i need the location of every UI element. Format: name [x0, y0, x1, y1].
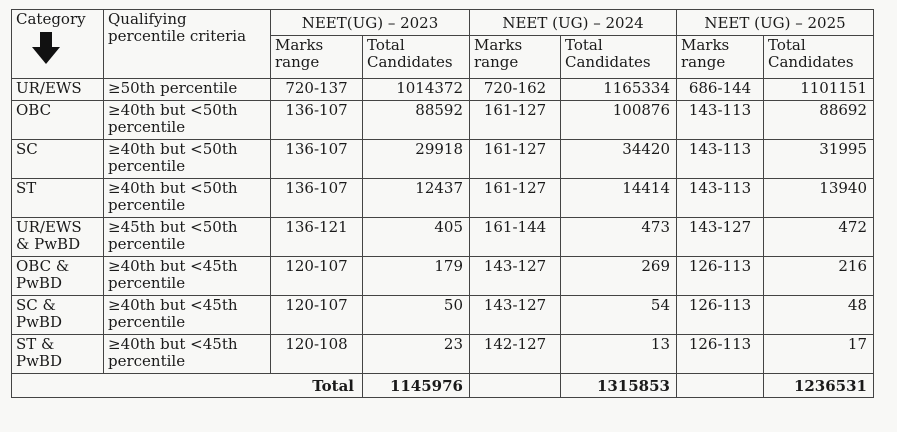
criteria-cell: ≥40th but <45th percentile: [104, 296, 271, 335]
criteria-cell: ≥45th but <50th percentile: [104, 218, 271, 257]
candidates-cell: 405: [363, 218, 470, 257]
candidates-cell: 473: [561, 218, 677, 257]
marks-range-cell: 136-121: [271, 218, 363, 257]
criteria-cell: ≥40th but <50th percentile: [104, 140, 271, 179]
marks-range-cell: 161-127: [470, 101, 561, 140]
candidates-cell: 13: [561, 335, 677, 374]
total-candidates-header-2023: Total Candidates: [363, 36, 470, 79]
category-cell: ST: [12, 179, 104, 218]
marks-range-header-2025: Marks range: [677, 36, 764, 79]
criteria-cell: ≥40th but <45th percentile: [104, 335, 271, 374]
candidates-cell: 31995: [764, 140, 874, 179]
marks-range-cell: 120-108: [271, 335, 363, 374]
table-row: [12, 296, 874, 335]
marks-range-cell: 161-144: [470, 218, 561, 257]
marks-range-cell: 136-107: [271, 140, 363, 179]
total-2025: 1236531: [764, 374, 874, 398]
category-header: Category: [16, 10, 86, 28]
category-cell: OBC & PwBD: [12, 257, 104, 296]
table-row: [12, 79, 874, 101]
total-2024: 1315853: [561, 374, 677, 398]
candidates-cell: 13940: [764, 179, 874, 218]
empty-cell: [470, 374, 561, 398]
year-2024-header: NEET (UG) – 2024: [470, 10, 677, 36]
category-cell: OBC: [12, 101, 104, 140]
category-cell: SC: [12, 140, 104, 179]
candidates-cell: 88592: [363, 101, 470, 140]
candidates-cell: 34420: [561, 140, 677, 179]
candidates-cell: 17: [764, 335, 874, 374]
candidates-cell: 472: [764, 218, 874, 257]
criteria-header: Qualifying percentile criteria: [104, 10, 271, 79]
table-row: [12, 179, 874, 218]
marks-range-cell: 136-107: [271, 101, 363, 140]
marks-range-cell: 143-127: [470, 257, 561, 296]
marks-range-cell: 720-162: [470, 79, 561, 101]
candidates-cell: 1014372: [363, 79, 470, 101]
category-cell: UR/EWS: [12, 79, 104, 101]
neet-results-table: [11, 9, 874, 398]
category-cell: ST & PwBD: [12, 335, 104, 374]
candidates-cell: 54: [561, 296, 677, 335]
category-cell: SC & PwBD: [12, 296, 104, 335]
candidates-cell: 88692: [764, 101, 874, 140]
candidates-cell: 48: [764, 296, 874, 335]
marks-range-header-2024: Marks range: [470, 36, 561, 79]
marks-range-header-2023: Marks range: [271, 36, 363, 79]
candidates-cell: 269: [561, 257, 677, 296]
candidates-cell: 100876: [561, 101, 677, 140]
category-cell: UR/EWS & PwBD: [12, 218, 104, 257]
year-2025-header: NEET (UG) – 2025: [677, 10, 874, 36]
table-row: [12, 218, 874, 257]
marks-range-cell: 143-127: [470, 296, 561, 335]
candidates-cell: 12437: [363, 179, 470, 218]
table-row: [12, 335, 874, 374]
candidates-cell: 1165334: [561, 79, 677, 101]
marks-range-cell: 136-107: [271, 179, 363, 218]
marks-range-cell: 161-127: [470, 140, 561, 179]
criteria-cell: ≥40th but <50th percentile: [104, 101, 271, 140]
marks-range-cell: 126-113: [677, 257, 764, 296]
total-candidates-header-2025: Total Candidates: [764, 36, 874, 79]
candidates-cell: 50: [363, 296, 470, 335]
criteria-cell: ≥50th percentile: [104, 79, 271, 101]
marks-range-cell: 161-127: [470, 179, 561, 218]
category-header-cell: [12, 10, 104, 79]
candidates-cell: 23: [363, 335, 470, 374]
arrow-down-icon: [32, 32, 60, 64]
marks-range-cell: 143-113: [677, 101, 764, 140]
candidates-cell: 179: [363, 257, 470, 296]
marks-range-cell: 126-113: [677, 335, 764, 374]
marks-range-cell: 143-113: [677, 179, 764, 218]
marks-range-cell: 126-113: [677, 296, 764, 335]
marks-range-cell: 686-144: [677, 79, 764, 101]
empty-cell: [677, 374, 764, 398]
marks-range-cell: 120-107: [271, 296, 363, 335]
marks-range-cell: 143-127: [677, 218, 764, 257]
marks-range-cell: 142-127: [470, 335, 561, 374]
candidates-cell: 29918: [363, 140, 470, 179]
total-candidates-header-2024: Total Candidates: [561, 36, 677, 79]
candidates-cell: 216: [764, 257, 874, 296]
table-row: [12, 101, 874, 140]
year-2023-header: NEET(UG) – 2023: [271, 10, 470, 36]
total-row: [12, 374, 874, 398]
marks-range-cell: 120-107: [271, 257, 363, 296]
marks-range-cell: 143-113: [677, 140, 764, 179]
criteria-cell: ≥40th but <50th percentile: [104, 179, 271, 218]
candidates-cell: 14414: [561, 179, 677, 218]
table-row: [12, 140, 874, 179]
criteria-cell: ≥40th but <45th percentile: [104, 257, 271, 296]
marks-range-cell: 720-137: [271, 79, 363, 101]
candidates-cell: 1101151: [764, 79, 874, 101]
header-row-years: [12, 10, 874, 36]
total-2023: 1145976: [363, 374, 470, 398]
table-row: [12, 257, 874, 296]
total-label: Total: [12, 374, 363, 398]
